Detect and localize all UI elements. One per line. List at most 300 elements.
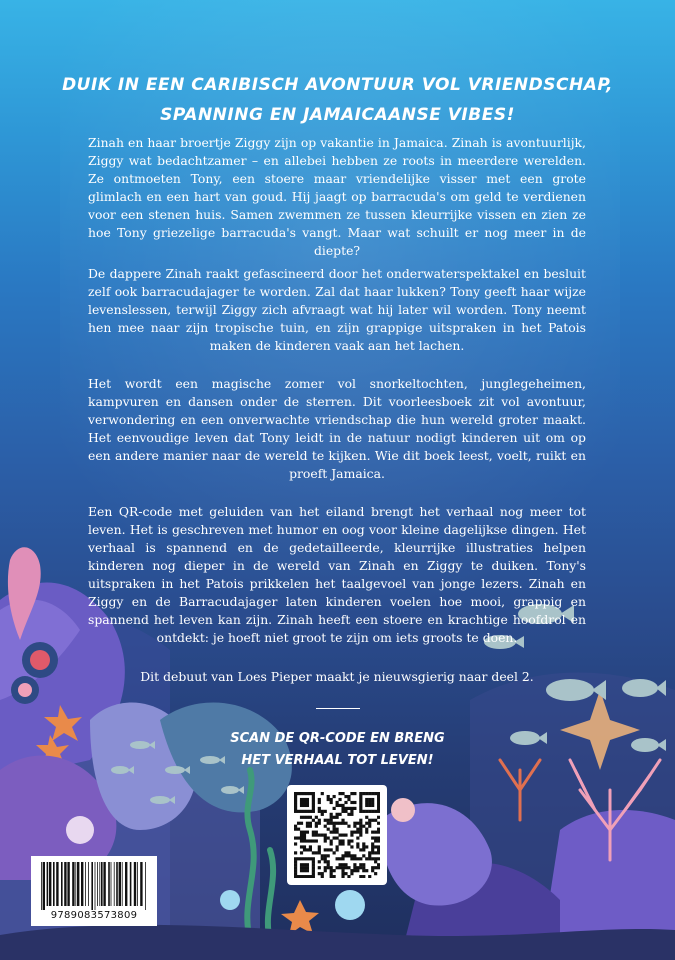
qr-module	[338, 839, 341, 842]
barcode-bar	[130, 862, 132, 906]
qr-module	[318, 848, 321, 851]
qr-module	[318, 872, 321, 875]
qr-module	[365, 822, 368, 825]
qr-module	[377, 857, 380, 860]
qr-module	[371, 831, 374, 834]
qr-module	[374, 831, 377, 834]
qr-module	[294, 798, 297, 801]
barcode-bar	[103, 862, 105, 906]
qr-module	[365, 869, 368, 872]
paragraph-text: Een QR-code met geluiden van het eiland brengt het verhaal nog meer tot leven. Het is geschreven met humor en oog voor kleine dagelijkse dingen. Het verhaal is spannend en de gedetailleerde, kleurrijke illustraties helpen kinderen nog dieper in de wereld van Zinah en Ziggy te duiken. Tony's uitspraken in het Patois prikkelen het taalgevoel van jonge lezers. Zinah en Ziggy en de Barracudajager laten kinderen voelen hoe mooi, grappig en spannend het leven kan zijn. Zinah heeft een stoere en krachtige hoofdrol en ontdekt: je hoeft niet groot te zijn om iets groots te doen.	[88, 504, 586, 645]
qr-module	[336, 836, 339, 839]
qr-module	[347, 842, 350, 845]
qr-module	[303, 875, 306, 878]
qr-module	[338, 804, 341, 807]
qr-module	[365, 798, 368, 801]
qr-module	[312, 810, 315, 813]
qr-module	[312, 875, 315, 878]
qr-module	[347, 839, 350, 842]
qr-module	[294, 795, 297, 798]
qr-module	[303, 839, 306, 842]
qr-module	[303, 798, 306, 801]
qr-module	[341, 875, 344, 878]
qr-module	[377, 798, 380, 801]
paragraph-text: Dit debuut van Loes Pieper maakt je nieuwsgierig naar deel 2.	[140, 669, 534, 684]
qr-module	[303, 863, 306, 866]
qr-module	[318, 801, 321, 804]
qr-module	[377, 792, 380, 795]
qr-module	[333, 807, 336, 810]
qr-module	[300, 798, 303, 801]
qr-module	[297, 836, 300, 839]
qr-module	[341, 839, 344, 842]
barcode-bar	[108, 862, 110, 906]
barcode-bar	[99, 862, 100, 906]
qr-module	[377, 795, 380, 798]
qr-module	[374, 857, 377, 860]
qr-module	[330, 842, 333, 845]
qr-module	[377, 831, 380, 834]
qr-module	[306, 825, 309, 828]
qr-module	[353, 866, 356, 869]
qr-module	[330, 872, 333, 875]
qr-module	[353, 792, 356, 795]
qr-code-pattern	[294, 792, 380, 878]
qr-module	[324, 810, 327, 813]
qr-module	[347, 795, 350, 798]
qr-module	[309, 839, 312, 842]
qr-module	[312, 866, 315, 869]
qr-module	[336, 828, 339, 831]
qr-module	[371, 792, 374, 795]
qr-module	[344, 795, 347, 798]
qr-module	[338, 863, 341, 866]
qr-module	[341, 834, 344, 837]
qr-module	[330, 831, 333, 834]
qr-module	[368, 819, 371, 822]
qr-module	[300, 831, 303, 834]
qr-module	[371, 857, 374, 860]
qr-module	[294, 863, 297, 866]
qr-module	[303, 866, 306, 869]
barcode-bar	[134, 862, 136, 906]
qr-module	[371, 798, 374, 801]
qr-module	[324, 866, 327, 869]
cta-line-2: HET VERHAAL TOT LEVEN!	[241, 753, 434, 768]
qr-module	[321, 854, 324, 857]
qr-module	[356, 828, 359, 831]
qr-module	[306, 822, 309, 825]
qr-module	[344, 834, 347, 837]
qr-module	[315, 831, 318, 834]
qr-module	[350, 810, 353, 813]
barcode-bar	[119, 862, 121, 906]
qr-module	[350, 831, 353, 834]
qr-module	[318, 822, 321, 825]
qr-module	[306, 863, 309, 866]
qr-module	[362, 810, 365, 813]
qr-module	[353, 857, 356, 860]
qr-module	[347, 798, 350, 801]
qr-module	[303, 831, 306, 834]
qr-module	[353, 831, 356, 834]
qr-module	[359, 848, 362, 851]
qr-module	[377, 845, 380, 848]
qr-module	[300, 804, 303, 807]
qr-module	[338, 798, 341, 801]
qr-module	[347, 813, 350, 816]
qr-module	[341, 854, 344, 857]
qr-module	[344, 872, 347, 875]
qr-module	[327, 836, 330, 839]
blurb-paragraph-1	[88, 134, 586, 260]
qr-module	[362, 845, 365, 848]
qr-module	[338, 866, 341, 869]
qr-module	[344, 810, 347, 813]
qr-module	[368, 822, 371, 825]
qr-module	[333, 825, 336, 828]
qr-module	[318, 851, 321, 854]
qr-module	[300, 869, 303, 872]
qr-module	[312, 860, 315, 863]
qr-module	[294, 828, 297, 831]
qr-module	[324, 819, 327, 822]
qr-module	[318, 798, 321, 801]
qr-module	[377, 810, 380, 813]
qr-module	[362, 792, 365, 795]
qr-module	[327, 848, 330, 851]
qr-module	[321, 875, 324, 878]
qr-module	[294, 872, 297, 875]
divider-line	[316, 708, 360, 709]
qr-module	[359, 834, 362, 837]
qr-module	[341, 792, 344, 795]
qr-module	[300, 816, 303, 819]
qr-module	[368, 804, 371, 807]
qr-module	[362, 842, 365, 845]
qr-module	[321, 834, 324, 837]
qr-module	[318, 866, 321, 869]
qr-module	[377, 839, 380, 842]
qr-module	[303, 816, 306, 819]
qr-module	[350, 792, 353, 795]
qr-module	[341, 804, 344, 807]
qr-module	[294, 804, 297, 807]
qr-module	[297, 828, 300, 831]
qr-module	[303, 834, 306, 837]
qr-module	[324, 860, 327, 863]
qr-module	[371, 836, 374, 839]
qr-module	[330, 801, 333, 804]
qr-module	[336, 813, 339, 816]
qr-module	[300, 801, 303, 804]
qr-module	[365, 828, 368, 831]
qr-module	[347, 875, 350, 878]
qr-module	[338, 842, 341, 845]
qr-module	[306, 875, 309, 878]
qr-module	[374, 851, 377, 854]
qr-module	[359, 863, 362, 866]
qr-module	[341, 810, 344, 813]
qr-module	[318, 845, 321, 848]
barcode-bar	[53, 862, 55, 906]
qr-module	[338, 813, 341, 816]
qr-module	[359, 792, 362, 795]
barcode-bar	[67, 862, 69, 906]
barcode-bar	[43, 862, 45, 910]
qr-module	[294, 869, 297, 872]
qr-module	[356, 845, 359, 848]
qr-module	[374, 839, 377, 842]
qr-module	[350, 854, 353, 857]
qr-module	[336, 857, 339, 860]
qr-module	[359, 825, 362, 828]
qr-module	[377, 804, 380, 807]
barcode-bar	[85, 862, 86, 906]
qr-module	[324, 869, 327, 872]
qr-module	[377, 848, 380, 851]
barcode-bar	[64, 862, 66, 906]
qr-module	[324, 825, 327, 828]
qr-module	[341, 819, 344, 822]
qr-module	[300, 834, 303, 837]
qr-module	[347, 866, 350, 869]
qr-module	[327, 819, 330, 822]
cta-line-1: SCAN DE QR-CODE EN BRENG	[230, 731, 445, 746]
paragraph-text: Het wordt een magische zomer vol snorkeltochten, junglegeheimen, kampvuren en dansen onder de sterren. Dit voorleesboek zit vol avontuur, verwondering en een onverwachte vriendschap die hun wereld groter maakt. Het eenvoudige leven dat Tony leidt in de natuur nodigt kinderen uit om op een andere manier naar de wereld te kijken. Wie dit boek leest, voelt, ruikt en proeft Jamaica.	[88, 376, 586, 481]
qr-module	[353, 863, 356, 866]
qr-module	[330, 875, 333, 878]
qr-module	[309, 848, 312, 851]
qr-module	[356, 836, 359, 839]
qr-module	[294, 836, 297, 839]
qr-module	[333, 795, 336, 798]
qr-module	[306, 801, 309, 804]
qr-module	[359, 831, 362, 834]
barcode-bar	[81, 862, 83, 906]
qr-module	[333, 875, 336, 878]
qr-module	[303, 845, 306, 848]
qr-module	[344, 863, 347, 866]
qr-module	[309, 810, 312, 813]
qr-module	[353, 825, 356, 828]
qr-module	[365, 792, 368, 795]
qr-module	[336, 831, 339, 834]
qr-module	[318, 819, 321, 822]
qr-module	[350, 857, 353, 860]
qr-module	[327, 798, 330, 801]
qr-module	[341, 866, 344, 869]
qr-module	[303, 848, 306, 851]
qr-module	[306, 798, 309, 801]
qr-module	[353, 807, 356, 810]
blurb-paragraph-3	[88, 375, 586, 483]
qr-module	[330, 819, 333, 822]
qr-module	[368, 825, 371, 828]
qr-module	[321, 792, 324, 795]
qr-module	[362, 866, 365, 869]
qr-module	[312, 872, 315, 875]
qr-module	[347, 807, 350, 810]
qr-module	[350, 845, 353, 848]
qr-module	[312, 792, 315, 795]
qr-code[interactable]	[287, 785, 387, 885]
qr-module	[294, 851, 297, 854]
qr-module	[330, 839, 333, 842]
barcode-bar	[41, 862, 42, 910]
qr-module	[312, 807, 315, 810]
qr-module	[303, 836, 306, 839]
qr-module	[377, 807, 380, 810]
qr-module	[312, 834, 315, 837]
qr-module	[300, 851, 303, 854]
qr-module	[303, 801, 306, 804]
qr-module	[309, 845, 312, 848]
qr-module	[368, 801, 371, 804]
qr-module	[306, 816, 309, 819]
barcode-bar	[101, 862, 103, 906]
qr-module	[368, 875, 371, 878]
qr-module	[356, 822, 359, 825]
qr-module	[294, 875, 297, 878]
headline: DUIK IN EEN CARIBISCH AVONTUUR VOL VRIENDSCHAP, SPANNING EN JAMAICAANSE VIBES!	[62, 75, 613, 125]
qr-module	[318, 860, 321, 863]
qr-module	[333, 822, 336, 825]
qr-module	[300, 875, 303, 878]
barcode-bar	[77, 862, 79, 906]
qr-module	[330, 816, 333, 819]
qr-module	[300, 822, 303, 825]
qr-module	[324, 839, 327, 842]
qr-module	[327, 863, 330, 866]
qr-module	[318, 834, 321, 837]
barcode-bar	[122, 862, 123, 906]
qr-module	[336, 816, 339, 819]
qr-module	[374, 836, 377, 839]
qr-module	[371, 810, 374, 813]
qr-module	[338, 834, 341, 837]
qr-module	[300, 839, 303, 842]
paragraph-text: Zinah en haar broertje Ziggy zijn op vakantie in Jamaica. Zinah is avontuurlijk, Ziggy wat bedachtzamer – en allebei hebben ze roots in meerdere werelden. Ze ontmoeten Tony, een stoere maar vriendelijke visser met een grote glimlach en een hart van goud. Hij jaagt op barracuda's om geld te verdienen voor een stenen huis. Samen zwemmen ze tussen kleurrijke vissen en zien ze hoe Tony griezelige barracuda's vangt. Maar wat schuilt er nog meer in de diepte?	[88, 135, 586, 258]
qr-module	[306, 831, 309, 834]
barcode-bar	[49, 862, 51, 906]
qr-module	[327, 866, 330, 869]
qr-module	[336, 801, 339, 804]
qr-module	[353, 854, 356, 857]
qr-module	[377, 866, 380, 869]
barcode-bar	[88, 862, 89, 906]
qr-module	[362, 825, 365, 828]
qr-module	[350, 869, 353, 872]
barcode-bar	[137, 862, 138, 906]
qr-module	[330, 822, 333, 825]
qr-module	[333, 831, 336, 834]
qr-module	[333, 851, 336, 854]
qr-module	[312, 795, 315, 798]
qr-module	[371, 804, 374, 807]
qr-module	[303, 792, 306, 795]
qr-module	[333, 816, 336, 819]
qr-module	[294, 807, 297, 810]
qr-module	[359, 857, 362, 860]
qr-module	[297, 822, 300, 825]
qr-module	[330, 798, 333, 801]
barcode-bar	[125, 862, 127, 906]
qr-module	[306, 804, 309, 807]
blurb-paragraph-4	[88, 503, 586, 647]
isbn-number: 9789083573809	[50, 910, 138, 921]
qr-module	[341, 872, 344, 875]
qr-module	[327, 854, 330, 857]
qr-module	[344, 807, 347, 810]
qr-module	[350, 801, 353, 804]
qr-module	[327, 828, 330, 831]
qr-module	[327, 822, 330, 825]
qr-module	[359, 795, 362, 798]
qr-module	[321, 810, 324, 813]
qr-module	[377, 863, 380, 866]
qr-module	[359, 875, 362, 878]
qr-module	[294, 825, 297, 828]
qr-module	[309, 792, 312, 795]
qr-module	[371, 869, 374, 872]
qr-module	[327, 860, 330, 863]
qr-module	[297, 857, 300, 860]
qr-module	[318, 810, 321, 813]
qr-module	[297, 810, 300, 813]
qr-module	[309, 822, 312, 825]
qr-module	[353, 801, 356, 804]
qr-module	[309, 825, 312, 828]
qr-module	[359, 798, 362, 801]
qr-module	[365, 810, 368, 813]
qr-module	[312, 851, 315, 854]
qr-module	[359, 807, 362, 810]
barcode-bar	[56, 862, 58, 906]
barcode-bar	[47, 862, 49, 906]
qr-module	[362, 869, 365, 872]
qr-module	[312, 804, 315, 807]
qr-module	[338, 857, 341, 860]
qr-module	[309, 875, 312, 878]
qr-module	[333, 836, 336, 839]
qr-module	[356, 842, 359, 845]
qr-module	[359, 822, 362, 825]
qr-module	[359, 819, 362, 822]
qr-module	[365, 816, 368, 819]
qr-module	[306, 810, 309, 813]
barcode-bar	[75, 862, 76, 906]
qr-module	[306, 848, 309, 851]
qr-module	[306, 792, 309, 795]
qr-module	[294, 866, 297, 869]
qr-module	[353, 869, 356, 872]
qr-module	[341, 863, 344, 866]
qr-module	[371, 848, 374, 851]
qr-module	[300, 866, 303, 869]
qr-module	[374, 860, 377, 863]
qr-module	[344, 866, 347, 869]
qr-module	[312, 869, 315, 872]
qr-module	[341, 807, 344, 810]
qr-module	[338, 822, 341, 825]
qr-module	[324, 836, 327, 839]
qr-module	[344, 822, 347, 825]
qr-module	[356, 866, 359, 869]
qr-module	[297, 875, 300, 878]
qr-module	[336, 866, 339, 869]
qr-module	[294, 842, 297, 845]
